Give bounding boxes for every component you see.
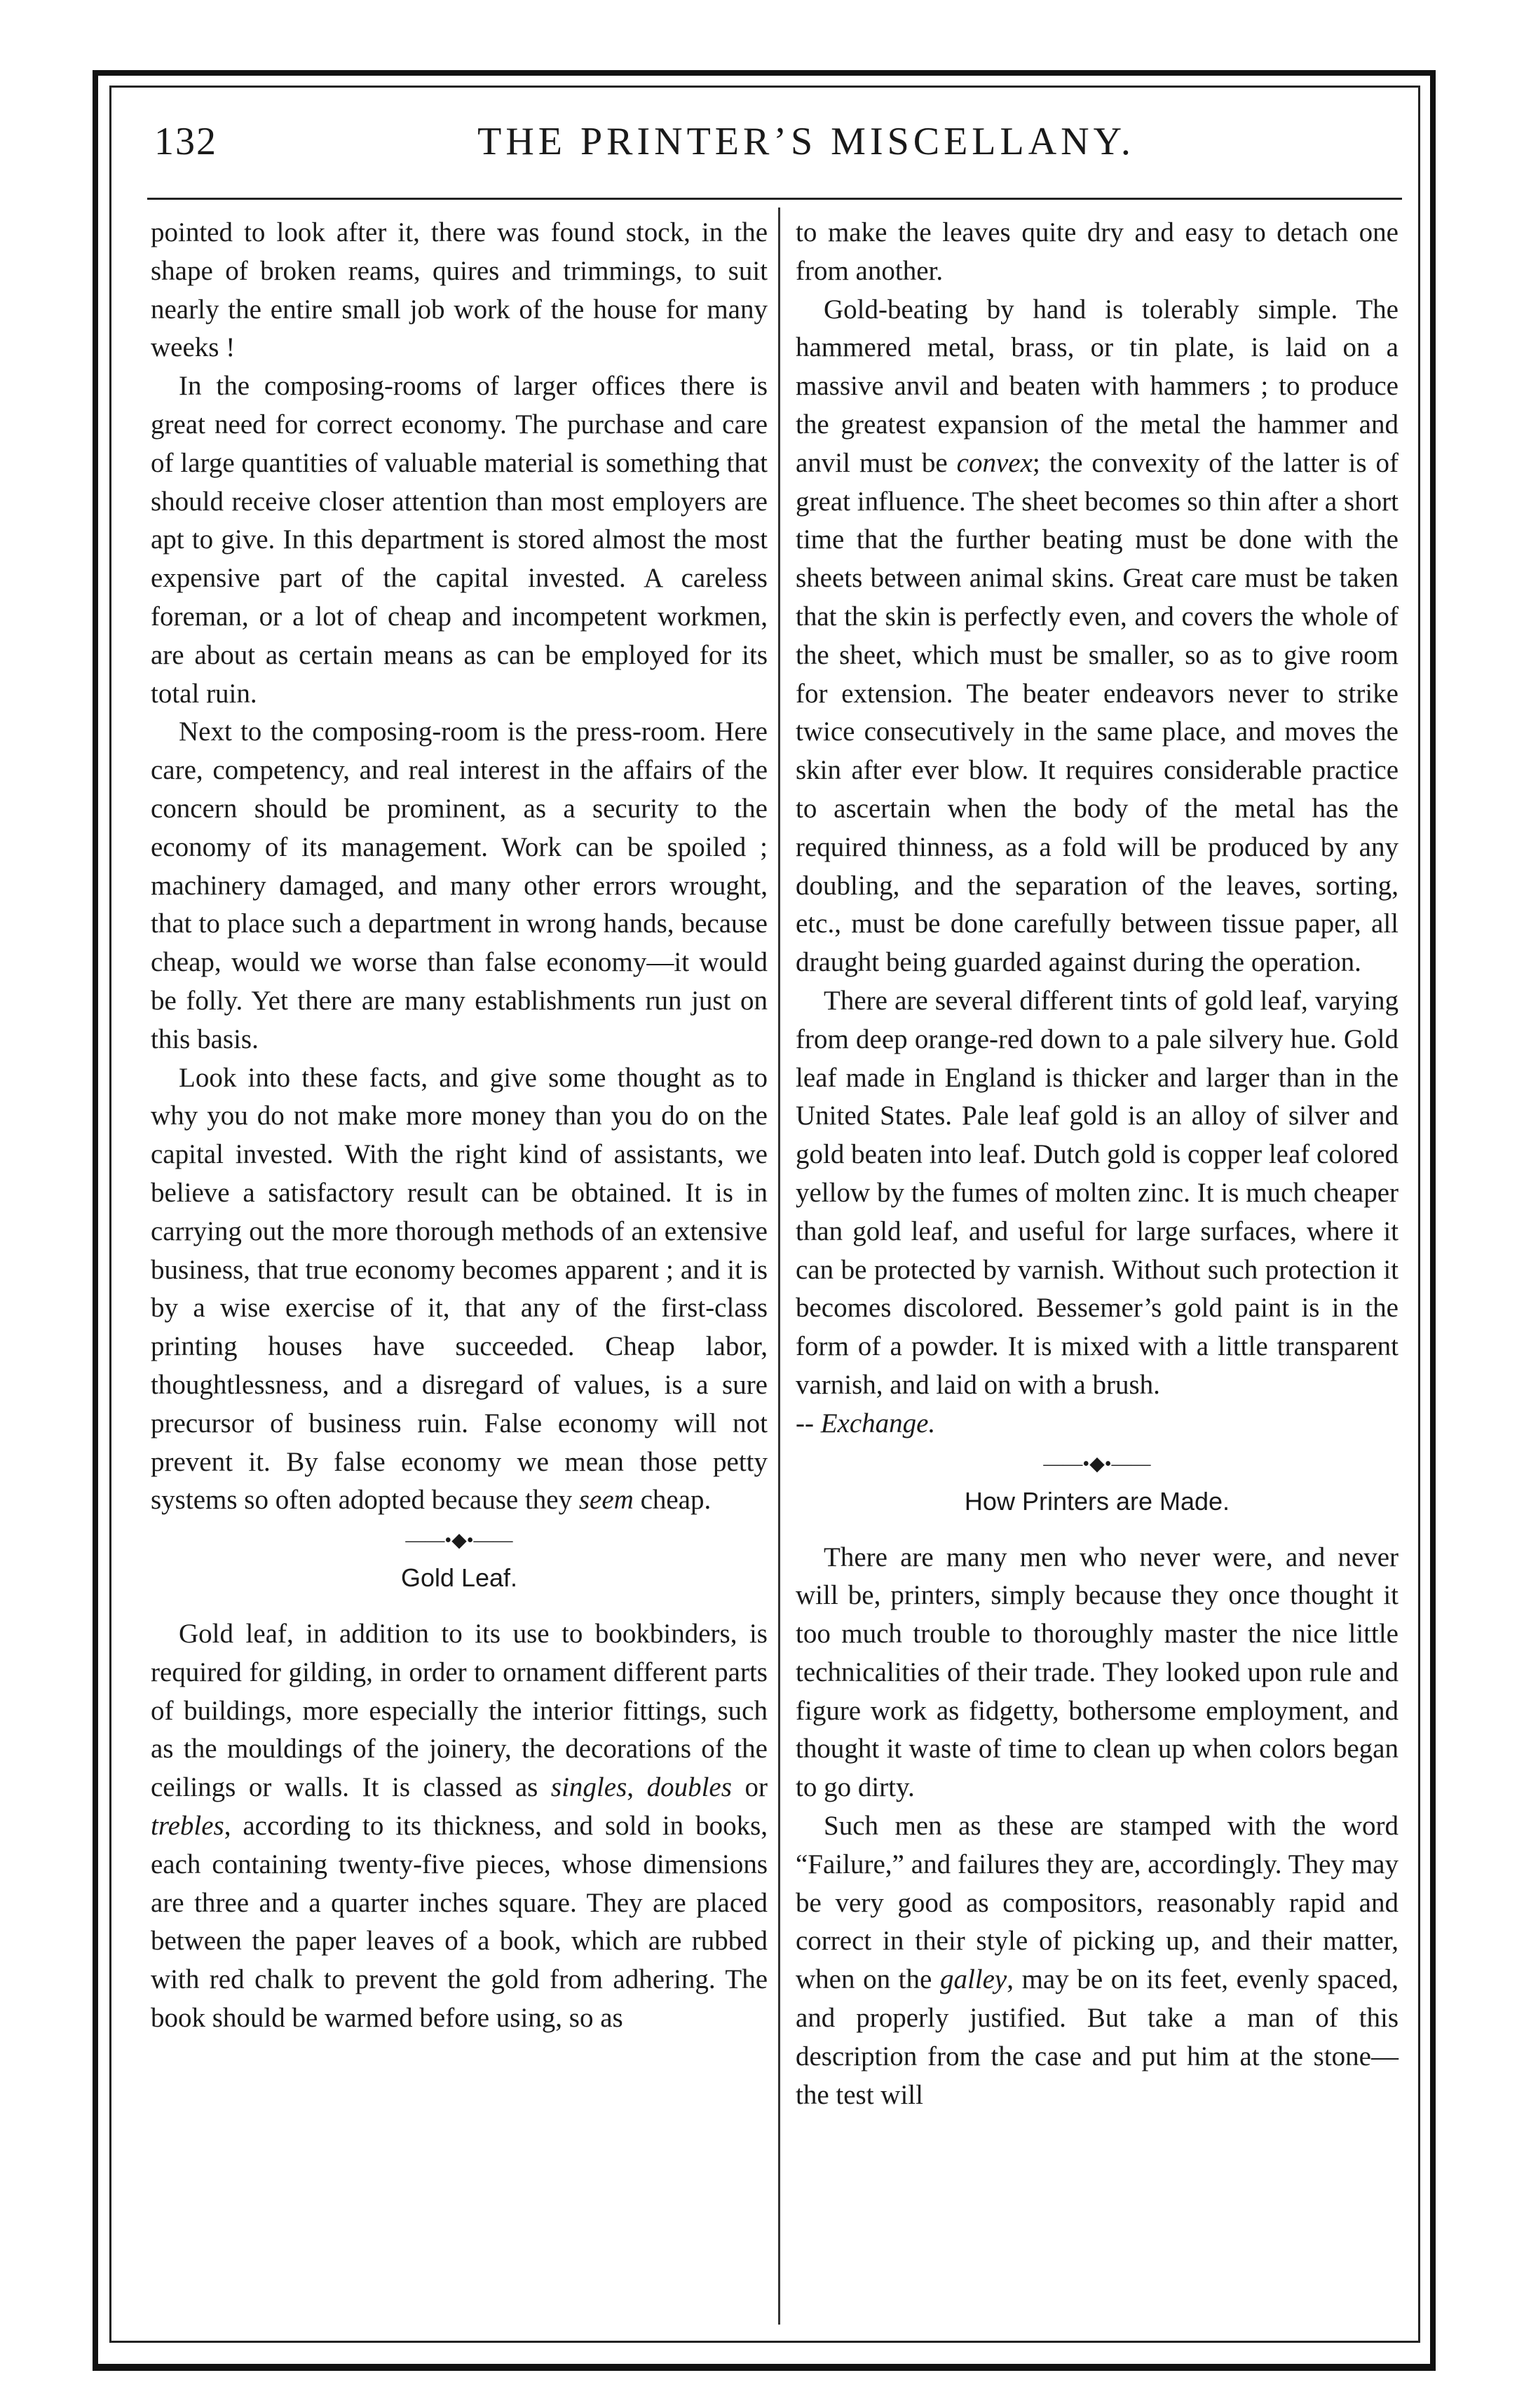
emphasis-text: trebles: [151, 1811, 224, 1842]
paragraph-text: ,: [627, 1772, 647, 1803]
ornament-divider: ——•◆•——: [1043, 1453, 1151, 1475]
emphasis-text: singles: [550, 1772, 627, 1803]
column-divider: [778, 208, 780, 2325]
paragraph: [796, 291, 1399, 982]
paragraph-text: cheap.: [633, 1485, 712, 1516]
emphasis-text: doubles: [646, 1772, 732, 1803]
paragraph: pointed to look after it, there was found stock, in the shape of broken reams, quires and trimmings, to suit nearly the entire small job work of the house for many weeks !: [151, 217, 768, 363]
paragraph-text: or: [731, 1772, 768, 1803]
paragraph-text: , according to its thickness, and sold in books, each containing twenty-five pieces, whose dimensions are three and a quarter inches square. They are placed between the paper leaves of a book, which are rubbed with red chalk to prevent the gold from adhering. The book should be warmed before using, so as: [151, 1811, 768, 2034]
paragraph-text: , may be on its feet, evenly spaced, and properly justified. But take a man of this description from the case and put him at the stone—the test will: [796, 1964, 1399, 2110]
emphasis-text: seem: [578, 1485, 634, 1516]
paragraph: In the composing-rooms of larger offices there is great need for correct economy. The purchase and care of large quantities of valuable material is something that should receive closer attention than most employers are apt to give. In this department is stored almost the most expensive part of the capital invested. A careless foreman, or a lot of cheap and incompetent workmen, are about as certain means as can be employed for its total ruin.: [151, 371, 768, 709]
paragraph: There are many men who never were, and never will be, printers, simply because they once thought it too much trouble to thoroughly master the nice little technicalities of their trade. They looked upon rule and figure work as fidgetty, bothersome employment, and thought it waste of time to clean up when colors began to go dirty.: [796, 1542, 1399, 1803]
right-column: [796, 214, 1399, 2114]
ornament-divider: ——•◆•——: [405, 1530, 513, 1552]
source-credit: -- Exchange.: [796, 1408, 936, 1438]
emphasis-text: galley: [939, 1964, 1007, 1995]
paragraph-text: Look into these facts, and give some thought as to why you do not make more money than you do on the capital invested. With the right kind of assistants, we believe a satisfactory result can be obtained. It is in carrying out the more thorough methods of an extensive business, that true economy becomes apparent ; and it is by a wise exercise of it, that any of the first-class printing houses have succeeded. Cheap labor, thoughtlessness, and a disregard of values, is a sure precursor of business ruin. False economy will not prevent it. By false economy we mean those petty systems so often adopted because they: [151, 1062, 768, 1516]
paragraph: [796, 1807, 1399, 2114]
page-header: [133, 119, 1395, 182]
paragraph-text: Such men as these are stamped with the word “Failure,” and failures they are, accordingly. They may be very good as compositors, reasonably rapid and correct in their style of picking up, and their matter, when on the: [796, 1811, 1399, 1995]
left-column: [151, 214, 768, 2038]
paragraph-text: Gold leaf, in addition to its use to bookbinders, is required for gilding, in order to ornament different parts of buildings, more especially the interior fittings, such as the mouldings of the joinery, the decorations of the ceilings or walls. It is classed as: [151, 1619, 768, 1803]
bottom-rule: [93, 2364, 1436, 2366]
paragraph-text: Gold-beating by hand is tolerably simple. The hammered metal, brass, or tin plate, is laid on a massive anvil and beaten with hammers ; to produce the greatest expansion of the metal the hammer and anvil must be: [796, 294, 1399, 478]
paragraph: Next to the composing-room is the press-room. Here care, competency, and real interest in the affairs of the concern should be prominent, as a security to the economy of its management. Work can be spoiled ; machinery damaged, and many other errors wrought, that to place such a department in wrong hands, because cheap, would we worse than false economy—it would be folly. Yet there are many establishments run just on this basis.: [151, 716, 768, 1054]
paragraph: [151, 1059, 768, 1521]
emphasis-text: convex: [956, 447, 1033, 478]
running-title: THE PRINTER’S MISCELLANY.: [477, 120, 1135, 163]
paragraph: There are several different tints of gold leaf, varying from deep orange-red down to a pale silvery hue. Gold leaf made in England is thicker and larger than in the United States. Pale leaf gold is an alloy of silver and gold beaten into leaf. Dutch gold is copper leaf colored yellow by the fumes of molten zinc. It is much cheaper than gold leaf, and useful for large surfaces, where it can be protected by varnish. Without such protection it becomes discolored. Bessemer’s gold paint is in the form of a powder. It is mixed with a little transparent varnish, and laid on with a brush.: [796, 985, 1399, 1400]
section-title-gold-leaf: Gold Leaf.: [400, 1563, 518, 1593]
paragraph-text: ; the convexity of the latter is of great influence. The sheet becomes so thin after a short time that the further beating must be done with the sheets between animal skins. Great care must be taken that the skin is perfectly even, and covers the whole of the sheet, which must be smaller, so as to give room for extension. The beater endeavors never to strike twice consecutively in the same place, and moves the skin after ever blow. It requires considerable practice to ascertain when the body of the metal has the required thinness, as a fold will be produced by any doubling, and the separation of the leaves, sorting, etc., must be done carefully between tissue paper, all draught being guarded against during the operation.: [796, 447, 1399, 978]
page-number: 132: [154, 120, 217, 163]
section-title-how-printers-are-made: How Printers are Made.: [964, 1486, 1230, 1516]
header-rule: [147, 198, 1402, 200]
paragraph: to make the leaves quite dry and easy to detach one from another.: [796, 217, 1399, 286]
paragraph: [151, 1615, 768, 2038]
